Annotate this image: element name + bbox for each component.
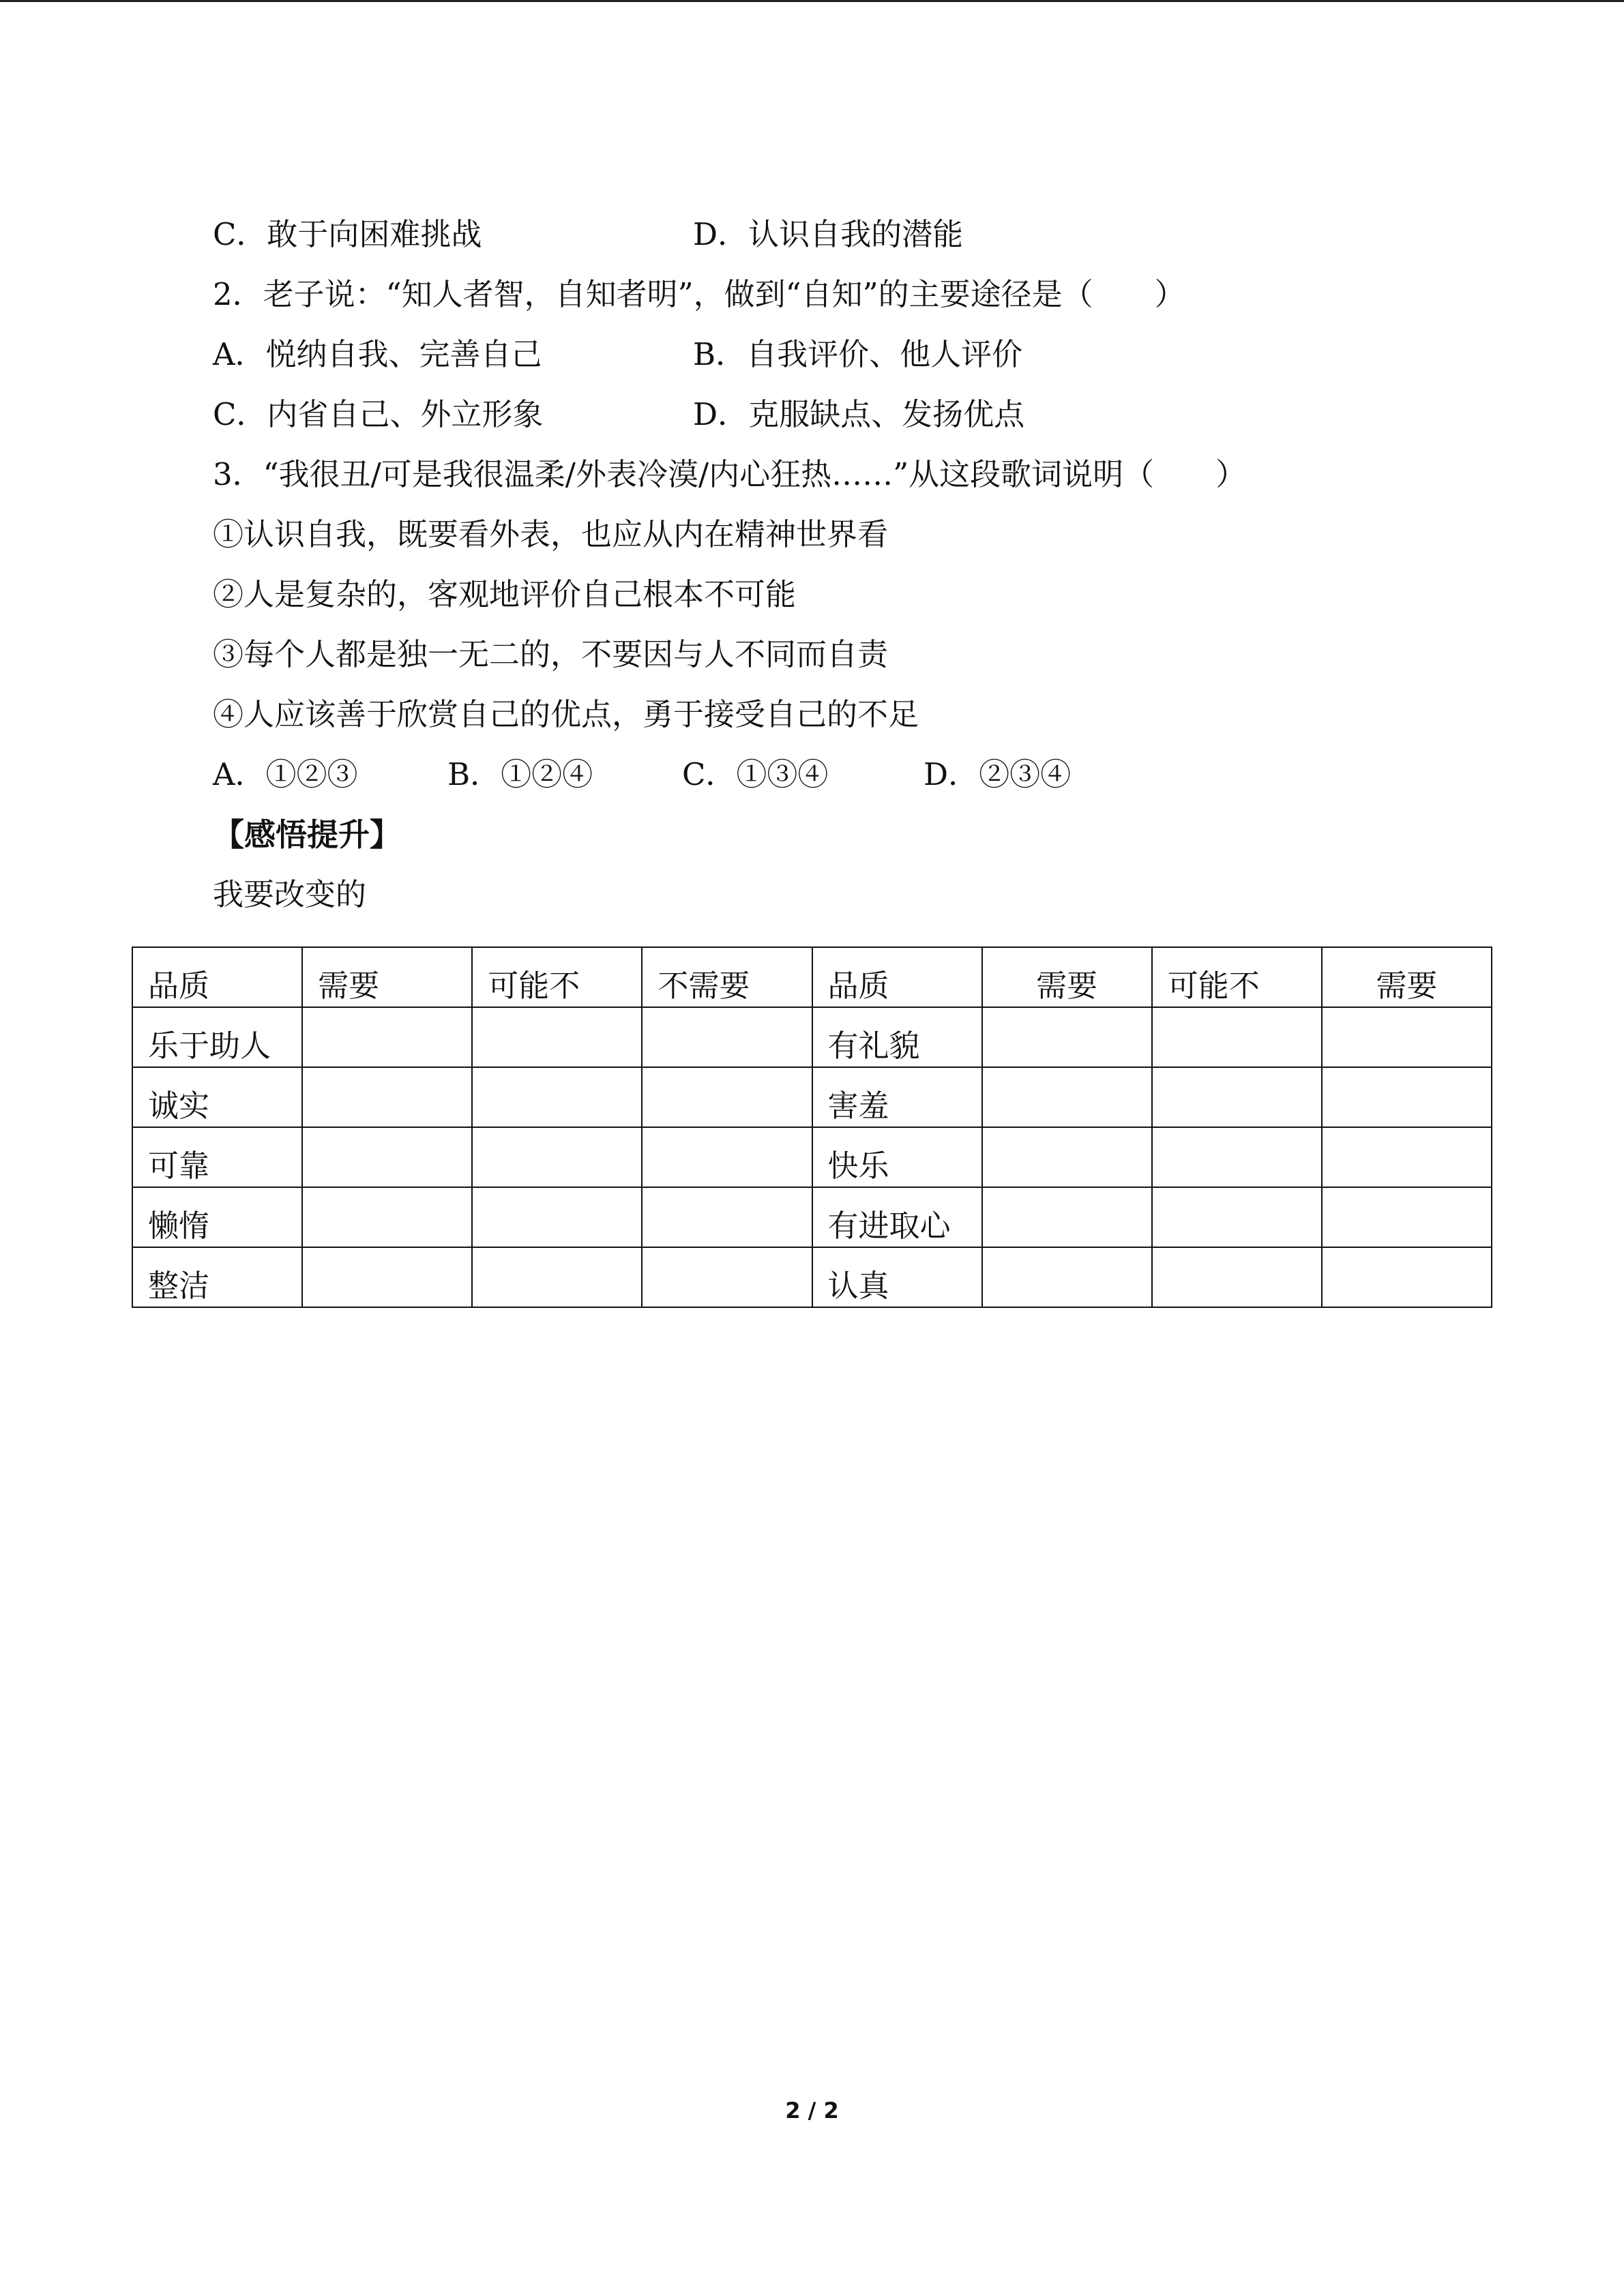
header-cell: 不需要 [642,947,812,1007]
answer-cell[interactable] [302,1187,472,1247]
table-row [132,1127,1492,1187]
quality-table [132,946,1492,1308]
quality-cell: 可靠 [132,1127,302,1187]
answer-cell[interactable] [302,1007,472,1067]
quality-cell: 诚实 [132,1067,302,1127]
quality-cell: 懒惰 [132,1187,302,1247]
quality-cell: 认真 [812,1247,982,1307]
answer-cell[interactable] [1152,1127,1322,1187]
q3-item-3: ③每个人都是独一无二的，不要因与人不同而自责 [213,636,889,672]
quality-cell: 害羞 [812,1067,982,1127]
q2-option-c: C．内省自己、外立形象 [213,396,544,432]
q3-item-1: ①认识自我，既要看外表，也应从内在精神世界看 [213,516,889,552]
answer-cell[interactable] [1152,1067,1322,1127]
table-header-row [132,947,1492,1007]
q2-option-d: D．克服缺点、发扬优点 [693,396,1025,432]
section-subtitle: 我要改变的 [213,876,367,912]
answer-cell[interactable] [642,1067,812,1127]
header-cell: 可能不 [472,947,642,1007]
answer-cell[interactable] [1322,1067,1492,1127]
answer-cell[interactable] [642,1187,812,1247]
header-cell: 需要 [302,947,472,1007]
section-title: 【感悟提升】 [213,816,401,853]
q3-option-d: D．②③④ [924,756,1072,792]
q2-option-b: B．自我评价、他人评价 [693,336,1023,372]
header-cell: 品质 [812,947,982,1007]
answer-cell[interactable] [1322,1007,1492,1067]
q2-stem: 2．老子说：“知人者智，自知者明”，做到“自知”的主要途径是（ ） [213,276,1185,312]
q3-option-b: B．①②④ [447,756,593,792]
answer-cell[interactable] [1152,1187,1322,1247]
answer-cell[interactable] [982,1067,1152,1127]
answer-cell[interactable] [1322,1247,1492,1307]
answer-cell[interactable] [472,1187,642,1247]
answer-cell[interactable] [1322,1187,1492,1247]
quality-cell: 整洁 [132,1247,302,1307]
header-cell: 品质 [132,947,302,1007]
answer-cell[interactable] [302,1067,472,1127]
top-border [0,0,1624,2]
q3-item-2: ②人是复杂的，客观地评价自己根本不可能 [213,576,797,612]
answer-cell[interactable] [982,1187,1152,1247]
table-row [132,1187,1492,1247]
table-row [132,1067,1492,1127]
answer-cell[interactable] [302,1127,472,1187]
table-row [132,1007,1492,1067]
q1-option-d: D．认识自我的潜能 [693,216,964,252]
quality-cell: 有礼貌 [812,1007,982,1067]
table-row [132,1247,1492,1307]
answer-cell[interactable] [982,1007,1152,1067]
answer-cell[interactable] [472,1067,642,1127]
answer-cell[interactable] [302,1247,472,1307]
q2-option-a: A．悦纳自我、完善自己 [213,336,542,372]
quality-cell: 乐于助人 [132,1007,302,1067]
answer-cell[interactable] [982,1127,1152,1187]
answer-cell[interactable] [1322,1127,1492,1187]
header-cell: 可能不 [1152,947,1322,1007]
quality-cell: 有进取心 [812,1187,982,1247]
header-cell: 需要 [982,947,1152,1007]
q3-option-a: A．①②③ [213,756,358,792]
answer-cell[interactable] [642,1127,812,1187]
page-number: 2 / 2 [785,2098,839,2123]
answer-cell[interactable] [1152,1007,1322,1067]
quality-cell: 快乐 [812,1127,982,1187]
q1-option-c: C．敢于向困难挑战 [213,216,482,252]
answer-cell[interactable] [472,1247,642,1307]
q3-stem: 3．“我很丑/可是我很温柔/外表冷漠/内心狂热……”从这段歌词说明（ ） [213,456,1247,492]
q3-option-c: C．①③④ [682,756,829,792]
q3-item-4: ④人应该善于欣赏自己的优点，勇于接受自己的不足 [213,696,919,732]
answer-cell[interactable] [472,1007,642,1067]
answer-cell[interactable] [1152,1247,1322,1307]
answer-cell[interactable] [982,1247,1152,1307]
answer-cell[interactable] [642,1007,812,1067]
header-cell: 需要 [1322,947,1492,1007]
answer-cell[interactable] [642,1247,812,1307]
answer-cell[interactable] [472,1127,642,1187]
